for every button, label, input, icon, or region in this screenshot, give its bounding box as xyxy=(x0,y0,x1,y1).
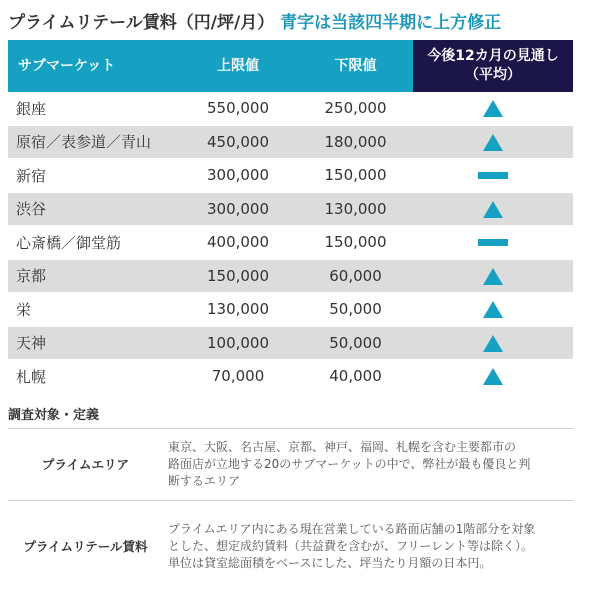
header-outlook-line2: （平均） xyxy=(465,67,521,83)
definition-row xyxy=(8,500,573,591)
row-lower: 250,000 xyxy=(298,92,413,125)
row-upper: 100,000 xyxy=(178,326,298,360)
up-triangle-icon xyxy=(483,301,503,318)
row-upper: 130,000 xyxy=(178,293,298,327)
row-upper: 300,000 xyxy=(178,192,298,226)
definitions-table xyxy=(8,428,573,587)
definition-row xyxy=(8,428,573,499)
row-area: 札幌 xyxy=(8,360,178,394)
row-area: 銀座 xyxy=(8,92,178,125)
row-lower: 150,000 xyxy=(298,159,413,193)
row-lower: 50,000 xyxy=(298,293,413,327)
table-row xyxy=(8,92,573,125)
up-triangle-icon xyxy=(483,134,503,151)
title-highlight-note: 青字は当該四半期に上方修正 xyxy=(280,13,502,33)
row-lower: 40,000 xyxy=(298,360,413,394)
definitions-heading: 調査対象・定義 xyxy=(8,408,100,423)
table-row xyxy=(8,360,573,394)
table-row xyxy=(8,159,573,193)
up-triangle-icon xyxy=(483,100,503,117)
flat-dash-icon xyxy=(478,172,508,179)
definition-line: とした、想定成約賃料（共益費を含むが、フリーレント等は除く）。 xyxy=(168,538,533,553)
row-area: 心斎橋／御堂筋 xyxy=(8,226,178,260)
row-area: 京都 xyxy=(8,259,178,293)
header-lower: 下限値 xyxy=(298,40,413,92)
definition-term: プライムエリア xyxy=(41,457,130,472)
table-header-row xyxy=(8,40,573,92)
row-upper: 400,000 xyxy=(178,226,298,260)
row-lower: 150,000 xyxy=(298,226,413,260)
page-title xyxy=(8,8,501,33)
table-row xyxy=(8,192,573,226)
row-upper: 70,000 xyxy=(178,360,298,394)
definition-description xyxy=(168,501,561,591)
header-outlook xyxy=(413,40,573,92)
definition-term: プライムリテール賃料 xyxy=(23,539,148,554)
row-area: 原宿／表参道／青山 xyxy=(8,125,178,159)
title-main: プライムリテール賃料（円/坪/月） xyxy=(8,13,275,33)
row-upper: 300,000 xyxy=(178,159,298,193)
table-row xyxy=(8,226,573,260)
up-triangle-icon xyxy=(483,268,503,285)
definition-line: 東京、大阪、名古屋、京都、神戸、福岡、札幌を含む主要都市の xyxy=(168,439,517,454)
definition-line: 断するエリア xyxy=(168,473,241,488)
definition-line: 単位は貸室総面積をベースにした、坪当たり月額の日本円。 xyxy=(168,555,492,570)
table-row xyxy=(8,293,573,327)
table-row xyxy=(8,326,573,360)
row-lower: 180,000 xyxy=(298,125,413,159)
prime-rent-table xyxy=(8,40,573,394)
header-outlook-line1: 今後12カ月の見通し xyxy=(427,48,559,65)
row-area: 天神 xyxy=(8,326,178,360)
flat-dash-icon xyxy=(478,239,508,246)
row-lower: 60,000 xyxy=(298,259,413,293)
table-row xyxy=(8,259,573,293)
definition-line: プライムエリア内にある現在営業している路面店舗の1階部分を対象 xyxy=(168,521,536,536)
row-area: 渋谷 xyxy=(8,192,178,226)
row-area: 栄 xyxy=(8,293,178,327)
definition-description xyxy=(168,429,561,499)
up-triangle-icon xyxy=(483,335,503,352)
row-upper: 550,000 xyxy=(178,92,298,125)
table-row xyxy=(8,125,573,159)
row-upper: 150,000 xyxy=(178,259,298,293)
header-upper: 上限値 xyxy=(178,40,298,92)
row-lower: 50,000 xyxy=(298,326,413,360)
up-triangle-icon xyxy=(483,368,503,385)
row-upper: 450,000 xyxy=(178,125,298,159)
header-submarket: サブマーケット xyxy=(8,40,178,92)
definition-line: 路面店が立地する20のサブマーケットの中で、弊社が最も優良と判 xyxy=(168,456,531,471)
row-lower: 130,000 xyxy=(298,192,413,226)
up-triangle-icon xyxy=(483,201,503,218)
row-area: 新宿 xyxy=(8,159,178,193)
